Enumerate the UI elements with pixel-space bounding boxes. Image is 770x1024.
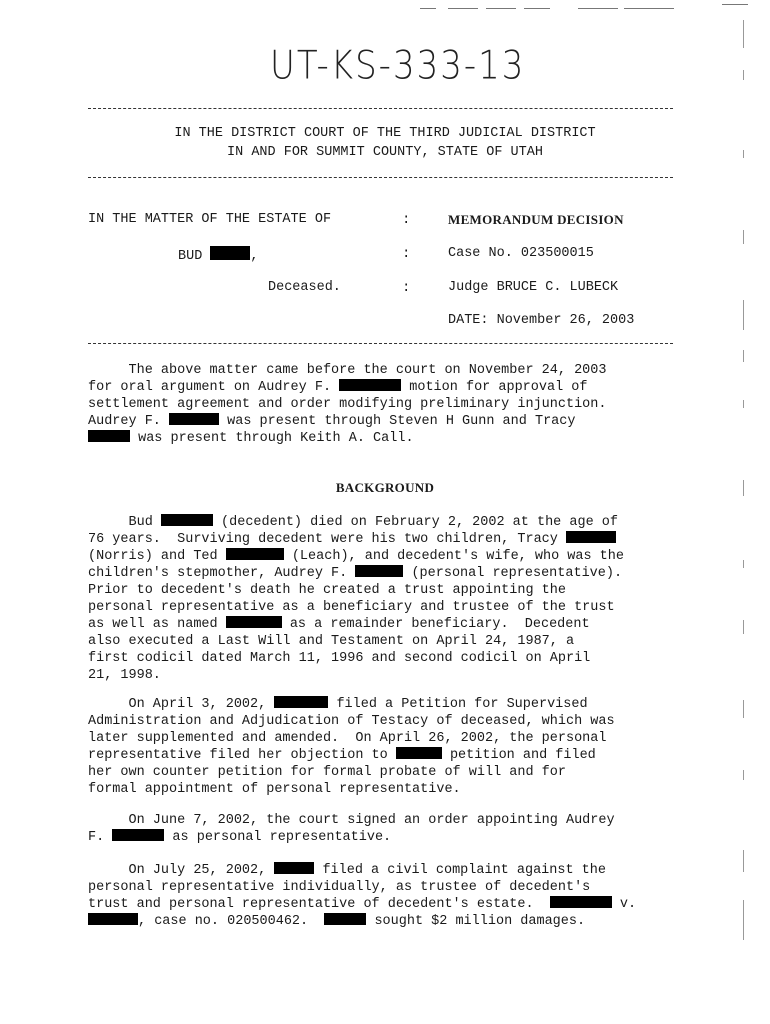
redaction-bar: [169, 413, 219, 425]
caption-comma: ,: [250, 249, 259, 264]
text-line: [88, 548, 688, 565]
text-run: was present through Steven H Gunn and Tracy: [219, 414, 576, 429]
text-run: as a remainder beneficiary. Decedent: [281, 617, 590, 632]
text-line: [88, 616, 688, 633]
text-run: (Leach), and decedent's wife, who was the: [283, 549, 624, 564]
text-run: (Norris) and Ted: [88, 549, 226, 564]
scan-edge: [730, 0, 770, 1024]
redaction-bar: [88, 430, 130, 442]
redaction-bar: [161, 514, 213, 526]
text-run: her own counter petition for formal probate of will and for: [88, 765, 566, 780]
text-run: later supplemented and amended. On April 26, 2002, the personal: [88, 731, 607, 746]
text-line: [88, 379, 688, 396]
redaction-bar: [550, 896, 612, 908]
background-paragraph-4: [88, 862, 688, 930]
background-paragraph-3: [88, 812, 688, 846]
header-rule-bottom: [88, 177, 673, 178]
text-run: On April 3, 2002,: [88, 697, 275, 712]
text-run: filed a civil complaint against the: [314, 863, 606, 878]
text-line: [88, 781, 688, 798]
text-run: as well as named: [88, 617, 226, 632]
text-run: for oral argument on Audrey F.: [88, 380, 340, 395]
text-run: (personal representative).: [403, 566, 623, 581]
text-run: F.: [88, 830, 113, 845]
court-name-line2: IN AND FOR SUMMIT COUNTY, STATE OF UTAH: [227, 145, 543, 160]
redaction-bar: [88, 913, 138, 925]
text-run: Audrey F.: [88, 414, 170, 429]
text-run: Administration and Adjudication of Testacy of deceased, which was: [88, 714, 615, 729]
judge-name: Judge BRUCE C. LUBECK: [448, 280, 619, 295]
text-line: [88, 879, 688, 896]
text-run: trust and personal representative of decedent's estate.: [88, 897, 550, 912]
text-run: formal appointment of personal representative.: [88, 782, 461, 797]
text-line: [88, 747, 688, 764]
text-run: first codicil dated March 11, 1996 and second codicil on April: [88, 651, 591, 666]
text-run: 21, 1998.: [88, 668, 161, 683]
background-heading: BACKGROUND: [335, 480, 435, 495]
text-run: personal representative individually, as trustee of decedent's: [88, 880, 591, 895]
text-run: settlement agreement and order modifying preliminary injunction.: [88, 397, 607, 412]
scan-mark: [624, 8, 674, 9]
text-run: personal representative as a beneficiary and trustee of the trust: [88, 600, 615, 615]
scan-mark: [448, 8, 478, 9]
text-line: [88, 764, 688, 781]
redaction-bar: [210, 246, 250, 260]
caption-colon: :: [402, 212, 411, 228]
court-name-line1: IN THE DISTRICT COURT OF THE THIRD JUDICIAL DISTRICT: [174, 126, 596, 141]
redaction-bar: [396, 747, 442, 759]
scan-mark: [524, 8, 550, 9]
text-line: [88, 730, 688, 747]
text-line: [88, 430, 688, 447]
case-number: Case No. 023500015: [448, 246, 594, 261]
text-run: was present through Keith A. Call.: [130, 431, 414, 446]
scan-mark: [486, 8, 516, 9]
text-run: v.: [611, 897, 637, 912]
redaction-bar: [274, 696, 328, 708]
text-line: [88, 531, 688, 548]
text-line: [88, 812, 688, 829]
text-run: Bud: [88, 515, 161, 530]
text-line: [88, 514, 688, 531]
text-run: , case no. 020500462.: [138, 914, 325, 929]
text-line: [88, 565, 688, 582]
deceased-label: Deceased.: [268, 280, 341, 295]
text-line: [88, 713, 688, 730]
text-run: also executed a Last Will and Testament on April 24, 1987, a: [88, 634, 575, 649]
redaction-bar: [226, 548, 284, 560]
text-line: [88, 650, 688, 667]
text-run: petition and filed: [441, 748, 596, 763]
text-run: sought $2 million damages.: [366, 914, 586, 929]
text-line: [88, 413, 688, 430]
document-title: MEMORANDUM DECISION: [448, 212, 624, 227]
text-line: [88, 396, 688, 413]
intro-paragraph: [88, 362, 688, 447]
text-line: [88, 896, 688, 913]
text-run: On June 7, 2002, the court signed an order appointing Audrey: [88, 813, 615, 828]
text-line: [88, 862, 688, 879]
header-rule-top: [88, 108, 673, 109]
redaction-bar: [274, 862, 314, 874]
text-run: On July 25, 2002,: [88, 863, 275, 878]
redaction-bar: [226, 616, 282, 628]
redaction-bar: [566, 531, 616, 543]
text-run: children's stepmother, Audrey F.: [88, 566, 356, 581]
text-line: [88, 633, 688, 650]
text-line: [88, 362, 688, 379]
text-line: [88, 913, 688, 930]
text-line: [88, 599, 688, 616]
text-run: filed a Petition for Supervised: [328, 697, 588, 712]
text-run: motion for approval of: [401, 380, 588, 395]
text-run: as personal representative.: [164, 830, 392, 845]
decedent-name-line: [178, 246, 259, 264]
text-run: Prior to decedent's death he created a trust appointing the: [88, 583, 566, 598]
background-paragraph-1: [88, 514, 688, 684]
redaction-bar: [112, 829, 164, 841]
caption-colon: :: [402, 280, 411, 296]
text-run: 76 years. Surviving decedent were his two children, Tracy: [88, 532, 566, 547]
redaction-bar: [355, 565, 403, 577]
handwritten-case-number: UT-KS-333-13: [270, 43, 526, 89]
text-run: (decedent) died on February 2, 2002 at the age of: [212, 515, 618, 530]
text-line: [88, 667, 688, 684]
decedent-first-name: BUD: [178, 249, 203, 264]
caption-matter: IN THE MATTER OF THE ESTATE OF: [88, 212, 332, 227]
redaction-bar: [324, 913, 366, 925]
caption-rule: [88, 343, 673, 344]
background-paragraph-2: [88, 696, 688, 798]
scan-mark: [420, 8, 436, 9]
redaction-bar: [339, 379, 401, 391]
text-line: [88, 829, 688, 846]
scan-mark: [578, 8, 618, 9]
text-run: The above matter came before the court on November 24, 2003: [88, 363, 607, 378]
text-line: [88, 582, 688, 599]
text-line: [88, 696, 688, 713]
decision-date: DATE: November 26, 2003: [448, 313, 635, 328]
text-run: representative filed her objection to: [88, 748, 396, 763]
caption-colon: :: [402, 246, 411, 262]
